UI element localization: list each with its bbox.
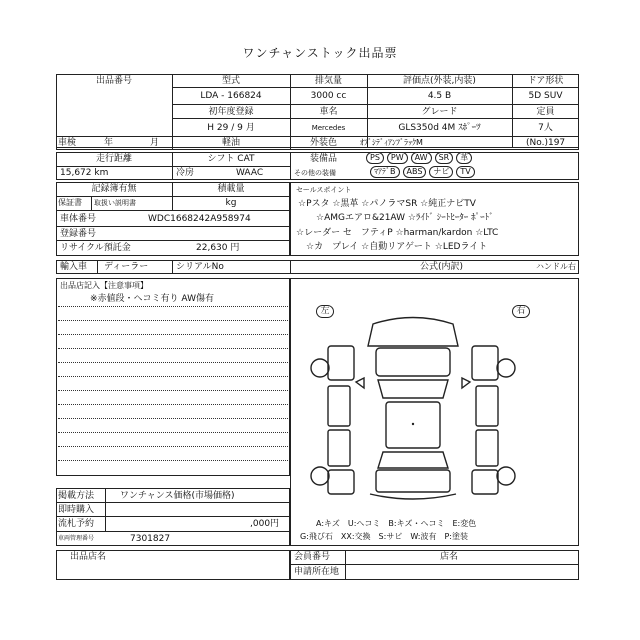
shop-label: 店名 — [440, 552, 459, 562]
reserve-label: 流札予約 — [58, 519, 95, 529]
color-label: 外装色 — [310, 138, 338, 148]
option-abs: ABS — [403, 166, 427, 178]
ac-label: 冷房 — [176, 168, 195, 178]
immediate-label: 即時購入 — [58, 505, 95, 515]
price-unit: ,000円 — [250, 519, 280, 529]
capacity-label: 定員 — [536, 107, 555, 117]
mileage-label: 走行距離 — [95, 154, 132, 164]
option-navi: ナビ — [429, 166, 453, 178]
year-label: 初年度登録 — [208, 107, 254, 117]
warranty-col2: 取扱い説明書 — [94, 199, 136, 207]
displacement-value: 3000 cc — [310, 91, 347, 101]
remarks-line-1: ※赤値段・ヘコミ有り AW傷有 — [90, 294, 214, 304]
equip-sr: SR — [435, 152, 454, 164]
equip-aw: AW — [411, 152, 432, 164]
load-value: kg — [225, 198, 237, 208]
vin-value: WDC1668242A958974 — [148, 214, 251, 224]
equip-ps: PS — [366, 152, 384, 164]
dealer-label: ディーラー — [104, 262, 149, 272]
fuel-label: 軽油 — [221, 138, 240, 148]
manage-value: 7301827 — [130, 534, 171, 544]
sales-points-label: セールスポイント — [296, 186, 352, 194]
model-value: LDA - 166824 — [200, 91, 262, 101]
serial-label: シリアルNo — [176, 262, 224, 272]
shift-label: シフト CAT — [207, 154, 255, 164]
vin-label: 車体番号 — [60, 214, 97, 224]
import-label: 輸入車 — [60, 262, 88, 272]
model-label: 型式 — [221, 76, 240, 86]
option-items — [370, 166, 578, 178]
sales-point-line-3: ☆レーダー セ フティP ☆harman/kardon ☆LTC — [296, 228, 499, 238]
sales-point-line-1: ☆Pスタ ☆黒革 ☆パノラマSR ☆純正ナビTV — [298, 199, 476, 209]
method-label: 掲載方法 — [58, 491, 95, 501]
grade-label: グレード — [421, 107, 458, 117]
door-label: ドア形状 — [527, 76, 564, 86]
remarks-label: 出品店記入【注意事項】 — [60, 281, 148, 290]
sheet-title: ワンチャンストック出品票 — [242, 46, 398, 60]
warranty-col1: 保証書 — [58, 198, 82, 207]
door-value: 5D SUV — [528, 91, 563, 101]
form-label: 公式(内訳) — [420, 262, 464, 272]
legend-line-1: A:キズ U:ヘコミ B:キズ・ヘコミ E:変色 — [316, 519, 477, 528]
maker-label: 車名 — [319, 107, 338, 117]
person-label: 申請所在地 — [294, 567, 340, 577]
right-mark: 右 — [512, 305, 530, 318]
maker-value: Mercedes — [311, 124, 346, 132]
capacity-value: 7人 — [538, 123, 553, 133]
color-number: (No.)197 — [526, 138, 566, 148]
recycle-value: 22,630 円 — [196, 243, 240, 253]
options-label: その他の装備 — [294, 169, 336, 177]
option-airbag: ﾏｱﾃﾞB — [370, 166, 400, 178]
sales-point-line-2: ☆AMGエアロ&21AW ☆ﾗｲﾄﾞ ｼｰﾄﾋｰﾀｰ ﾎﾟｰﾄﾞ — [316, 213, 494, 223]
left-mark: 左 — [316, 305, 334, 318]
sales-point-line-4: ☆カ プレイ ☆自動リアゲート ☆LEDライト — [306, 242, 488, 252]
inspection-year-unit: 年 — [104, 138, 114, 148]
option-tv: TV — [456, 166, 474, 178]
load-label: 積載量 — [217, 184, 245, 194]
manage-label: 車両管理番号 — [58, 535, 95, 542]
car-diagram — [298, 306, 528, 506]
equip-leather: 革 — [456, 152, 472, 164]
reg-label: 登録番号 — [60, 229, 97, 239]
equip-items — [366, 152, 578, 164]
mileage-value: 15,672 km — [60, 168, 109, 178]
color-value: ｵﾌﾞｼﾃﾞｨｱﾝﾌﾞﾗｯｸM — [360, 138, 423, 147]
member-label: 会員番号 — [294, 552, 331, 562]
inspection-label: 車検 — [58, 138, 77, 148]
score-value: 4.5 B — [427, 91, 452, 101]
lot-label: 出品番号 — [95, 76, 132, 86]
method-value: ワンチャンス価格(市場価格) — [120, 491, 235, 501]
seller-label: 出品店名 — [70, 552, 107, 562]
displacement-label: 排気量 — [314, 76, 342, 86]
ac-value: WAAC — [236, 168, 264, 178]
year-value: H 29 / 9 月 — [207, 123, 255, 133]
legend-line-2: G:飛び石 XX:交換 S:サビ W:波有 P:塗装 — [300, 532, 468, 541]
score-label: 評価点(外装,内装) — [403, 76, 476, 86]
equip-label: 装備品 — [310, 154, 338, 164]
equip-pw: PW — [387, 152, 408, 164]
inspection-month-unit: 月 — [150, 138, 160, 148]
grade-value: GLS350d 4M ｽﾎﾟｰﾂ — [398, 123, 481, 133]
warranty-header: 記録簿有無 — [91, 184, 137, 194]
handle-label: ハンドル右 — [536, 262, 576, 271]
recycle-label: リサイクル預託金 — [60, 243, 131, 253]
